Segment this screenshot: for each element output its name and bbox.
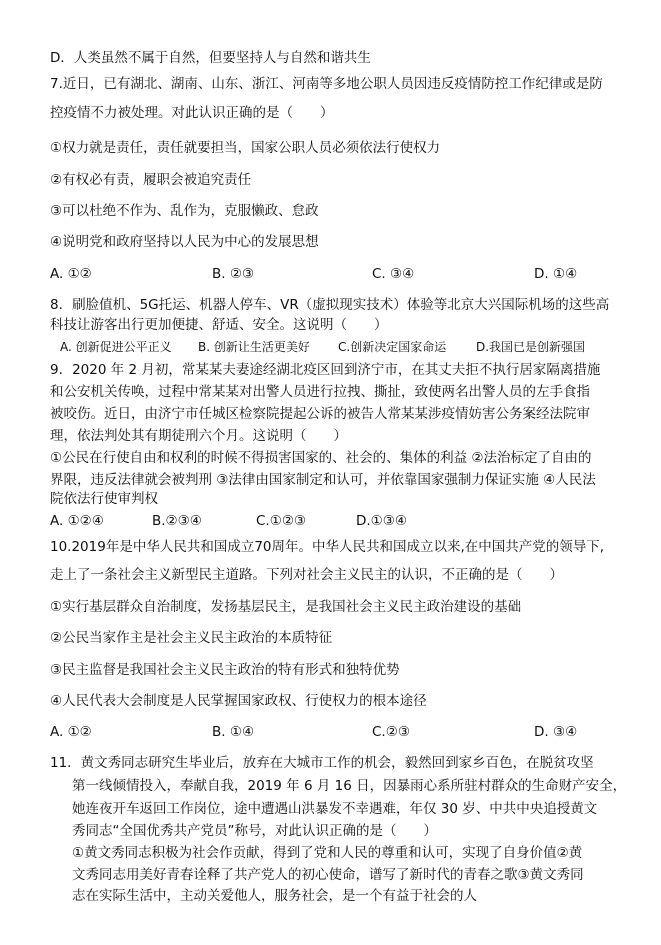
q8-stem-line1: 8．刷脸值机、5G托运、机器人停车、VR（虚拟现实技术）体验等北京大兴国际机场的这些高 bbox=[50, 297, 610, 313]
q7-option-a: A. ①② bbox=[50, 266, 92, 282]
q7-stem-line2: 控疫情不力被处理。对此认识正确的是（ ） bbox=[50, 105, 334, 121]
q11-statements-line3: 志在实际生活中，主动关爱他人，服务社会，是一个有益于社会的人 bbox=[72, 888, 477, 904]
q11-stem-line2: 第一线倾情投入，奉献自我，2019 年 6 月 16 日，因暴雨心系所驻村群众的生命财产安全， bbox=[72, 778, 627, 794]
q10-stem-line2: 走上了一条社会主义新型民主道路。下列对社会主义民主的认识，不正确的是（ ） bbox=[50, 567, 563, 583]
q10-statement-4: ④人民代表大会制度是人民掌握国家政权、行使权力的根本途径 bbox=[50, 693, 427, 709]
q10-statement-3: ③民主监督是我国社会主义民主政治的特有形式和独特优势 bbox=[50, 662, 400, 678]
q9-statements-line3: 院依法行使审判权 bbox=[50, 491, 158, 507]
q10-statement-2: ②公民当家作主是社会主义民主政治的本质特征 bbox=[50, 630, 333, 646]
q8-option-b: B. 创新让生活更美好 bbox=[198, 340, 310, 354]
q11-statements-line2: 文秀同志用美好青春诠释了共产党人的初心使命，谱写了新时代的青春之歌③黄文秀同 bbox=[72, 867, 584, 883]
q7-statement-2: ②有权必有责，履职会被追究责任 bbox=[50, 172, 252, 188]
q9-option-b: B.②③④ bbox=[152, 513, 202, 529]
q8-option-d: D.我国已是创新强国 bbox=[476, 340, 586, 354]
q9-statements-line1: ①公民在行使自由和权利的时候不得损害国家的、社会的、集体的利益 ②法治标定了自由的 bbox=[50, 450, 592, 466]
q11-statements-line1: ①黄文秀同志积极为社会作贡献，得到了党和人民的尊重和认可，实现了自身价值②黄 bbox=[72, 845, 583, 861]
q9-stem-line4: 理，依法判处其有期徒刑六个月。这说明（ ） bbox=[50, 428, 347, 444]
q9-stem-line1: 9．2020 年 2 月初，常某某夫妻途经湖北疫区回到济宁市，在其丈夫拒不执行居家隔离措施 bbox=[50, 362, 601, 378]
q7-option-c: C. ③④ bbox=[372, 266, 415, 282]
q9-option-d: D.①③④ bbox=[356, 513, 407, 529]
q10-option-d: D. ③④ bbox=[534, 724, 578, 740]
q7-stem-line1: 7.近日，已有湖北、湖南、山东、浙江、河南等多地公职人员因违反疫情防控工作纪律或是防 bbox=[50, 76, 603, 92]
q7-option-b: B. ②③ bbox=[212, 266, 255, 282]
q10-option-c: C.②③ bbox=[372, 724, 410, 740]
q7-option-d: D. ①④ bbox=[534, 266, 578, 282]
q8-option-c: C.创新决定国家命运 bbox=[338, 340, 447, 354]
q10-stem-line1: 10.2019年是中华人民共和国成立70周年。中华人民共和国成立以来,在中国共产党的领导下, bbox=[50, 539, 605, 555]
q10-option-b: B. ①④ bbox=[212, 724, 255, 740]
q7-statement-3: ③可以杜绝不作为、乱作为，克服懒政、怠政 bbox=[50, 203, 319, 219]
q9-option-c: C.①②③ bbox=[256, 513, 307, 529]
q8-stem-line2: 科技让游客出行更加便捷、舒适、安全。这说明（ ） bbox=[50, 317, 388, 333]
q9-statements-line2: 界限，违反法律就会被判刑 ③法律由国家制定和认可，并依靠国家强制力保证实施 ④人民法 bbox=[50, 472, 596, 488]
q9-option-a: A. ①②④ bbox=[50, 513, 104, 529]
q7-statement-1: ①权力就是责任，责任就要担当，国家公职人员必须依法行使权力 bbox=[50, 140, 441, 156]
q11-stem-line4: 秀同志“全国优秀共产党员”称号，对此认识正确的是（ ） bbox=[72, 823, 437, 839]
q8-option-a: A. 创新促进公平正义 bbox=[60, 340, 172, 354]
q9-stem-line3: 被咬伤。近日，由济宁市任城区检察院提起公诉的被告人常某某涉疫情妨害公务案经法院审 bbox=[50, 406, 590, 422]
q9-stem-line2: 和公安机关传唤，过程中常某某对出警人员进行拉拽、撕扯，致使两名出警人员的左手食指 bbox=[50, 384, 590, 400]
q7-statement-4: ④说明党和政府坚持以人民为中心的发展思想 bbox=[50, 234, 319, 250]
q11-stem-line3: 她连夜开车返回工作岗位，途中遭遇山洪暴发不幸遇难，年仅 30 岁、中共中央追授黄文 bbox=[72, 801, 598, 817]
q11-stem-line1: 11．黄文秀同志研究生毕业后，放弃在大城市工作的机会，毅然回到家乡百色，在脱贫攻坚 bbox=[50, 755, 594, 771]
q10-statement-1: ①实行基层群众自治制度，发扬基层民主，是我国社会主义民主政治建设的基础 bbox=[50, 599, 522, 615]
option-d-previous: D．人类虽然不属于自然，但要坚持人与自然和谐共生 bbox=[50, 50, 371, 66]
q10-option-a: A. ①② bbox=[50, 724, 92, 740]
